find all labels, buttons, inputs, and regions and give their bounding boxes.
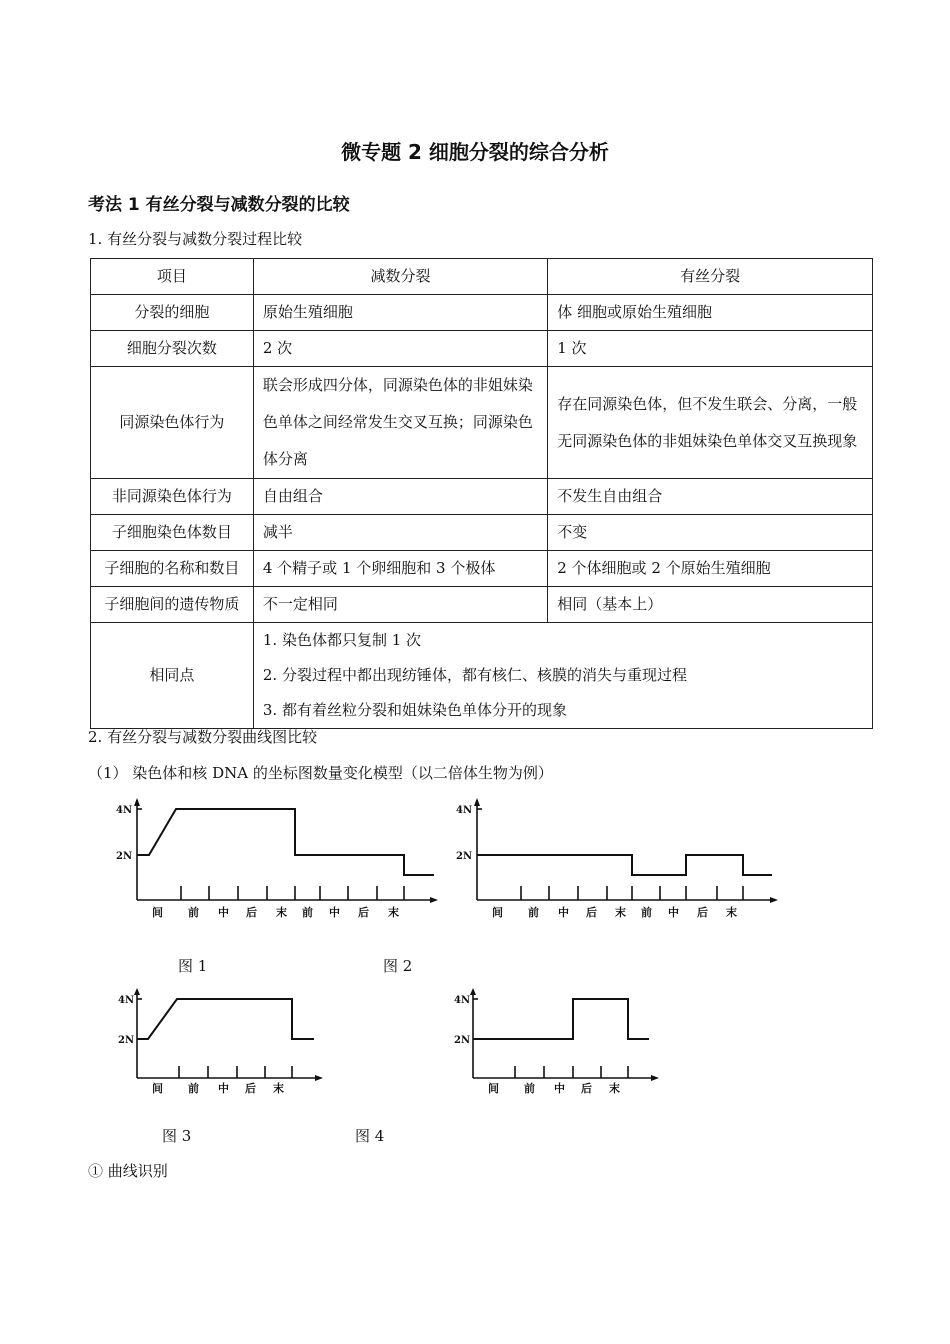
table-row — [91, 295, 873, 331]
table-cell: 4 个精子或 1 个卵细胞和 3 个极体 — [253, 551, 547, 587]
x-tick-label: 末 — [726, 906, 737, 919]
table-cell: 联会形成四分体，同源染色体的非姐妹染色单体之间经常发生交叉互换；同源染色体分离 — [253, 367, 547, 479]
table-row — [91, 551, 873, 587]
table-cell: 子细胞间的遗传物质 — [91, 587, 254, 623]
table-cell: 相同（基本上） — [548, 587, 873, 623]
chart-fig4-svg — [451, 988, 666, 1098]
table-header-row — [91, 259, 873, 295]
y-tick-label: 2N — [118, 1035, 135, 1046]
table-cell: 不一定相同 — [253, 587, 547, 623]
table-cell: 2 个体细胞或 2 个原始生殖细胞 — [548, 551, 873, 587]
x-tick-label: 前 — [524, 1082, 535, 1095]
table-cell: 不发生自由组合 — [548, 479, 873, 515]
chart-fig4 — [451, 988, 666, 1098]
table-cell: 减半 — [253, 515, 547, 551]
x-tick-label: 前 — [188, 906, 199, 919]
x-tick-label: 后 — [358, 906, 369, 919]
x-tick-label: 后 — [581, 1082, 592, 1095]
x-tick-label: 前 — [528, 906, 539, 919]
x-tick-label: 中 — [668, 906, 679, 919]
x-tick-label: 末 — [388, 906, 399, 919]
y-axis-arrow — [470, 988, 476, 995]
table-cell: 分裂的细胞 — [91, 295, 254, 331]
table-cell: 原始生殖细胞 — [253, 295, 547, 331]
x-tick-label: 中 — [329, 906, 340, 919]
x-axis-arrow — [430, 897, 438, 903]
table-cell: 细胞分裂次数 — [91, 331, 254, 367]
figure-caption: 图 4 — [355, 1127, 385, 1145]
x-tick-label: 末 — [273, 1082, 284, 1095]
table-header-cell: 项目 — [91, 259, 254, 295]
table-cell: 2 次 — [253, 331, 547, 367]
table-cell: 子细胞染色体数目 — [91, 515, 254, 551]
x-tick-label: 中 — [218, 1082, 229, 1095]
comparison-table — [90, 258, 873, 729]
table-row — [91, 331, 873, 367]
chart-fig1 — [112, 798, 442, 923]
same-item: 1. 染色体都只复制 1 次 — [262, 631, 422, 649]
x-tick-label: 前 — [188, 1082, 199, 1095]
chart-curve — [137, 999, 314, 1039]
x-tick-label: 后 — [697, 906, 708, 919]
chart-fig3 — [115, 988, 330, 1098]
y-tick-label: 4N — [456, 805, 473, 816]
table-cell: 体 细胞或原始生殖细胞 — [548, 295, 873, 331]
same-item: 3. 都有着丝粒分裂和姐妹染色单体分开的现象 — [262, 701, 567, 719]
table-cell: 1 次 — [548, 331, 873, 367]
table-cell: 非同源染色体行为 — [91, 479, 254, 515]
figure-caption: 图 3 — [162, 1127, 192, 1145]
y-tick-label: 4N — [116, 805, 133, 816]
x-tick-label: 中 — [218, 906, 229, 919]
figure-caption: 图 1 — [178, 957, 208, 975]
chart-curve — [477, 855, 772, 875]
y-tick-label: 2N — [456, 851, 473, 862]
table-row — [91, 587, 873, 623]
curve-identify-heading: ① 曲线识别 — [88, 1162, 168, 1180]
table-cell: 存在同源染色体，但不发生联会、分离，一般无同源染色体的非姐妹染色单体交叉互换现象 — [548, 367, 873, 479]
chart-curve — [137, 809, 434, 875]
chart-fig2 — [452, 798, 782, 923]
chart-fig2-svg — [452, 798, 782, 923]
subheading-2-1: （1） 染色体和核 DNA 的坐标图数量变化模型（以二倍体生物为例） — [88, 764, 553, 782]
subheading-1: 1. 有丝分裂与减数分裂过程比较 — [88, 230, 303, 248]
subheading-2: 2. 有丝分裂与减数分裂曲线图比较 — [88, 728, 318, 746]
table-row-same — [91, 623, 873, 729]
x-tick-label: 间 — [152, 906, 163, 919]
y-tick-label: 2N — [454, 1035, 471, 1046]
y-axis-arrow — [134, 798, 140, 806]
chart-fig1-svg — [112, 798, 442, 923]
x-tick-label: 后 — [246, 906, 257, 919]
x-tick-label: 前 — [302, 906, 313, 919]
y-tick-label: 4N — [454, 995, 471, 1006]
x-tick-label: 末 — [609, 1082, 620, 1095]
figure-caption: 图 2 — [383, 957, 413, 975]
chart-curve — [473, 999, 649, 1039]
x-axis-arrow — [770, 897, 778, 903]
table-cell: 同源染色体行为 — [91, 367, 254, 479]
section-heading: 考法 1 有丝分裂与减数分裂的比较 — [88, 195, 350, 215]
x-tick-label: 间 — [152, 1082, 163, 1095]
x-tick-label: 前 — [641, 906, 652, 919]
same-item: 2. 分裂过程中都出现纺锤体，都有核仁、核膜的消失与重现过程 — [262, 666, 687, 684]
x-tick-label: 后 — [586, 906, 597, 919]
y-tick-label: 2N — [116, 851, 133, 862]
x-axis-arrow — [651, 1075, 659, 1081]
x-tick-label: 间 — [488, 1082, 499, 1095]
table-cell: 不变 — [548, 515, 873, 551]
y-tick-label: 4N — [118, 995, 135, 1006]
table-cell: 相同点 — [91, 623, 254, 729]
table-row — [91, 479, 873, 515]
x-tick-label: 末 — [276, 906, 287, 919]
table-cell: 自由组合 — [253, 479, 547, 515]
table-row — [91, 367, 873, 479]
x-tick-label: 中 — [554, 1082, 565, 1095]
x-tick-label: 末 — [615, 906, 626, 919]
table-row — [91, 515, 873, 551]
y-axis-arrow — [134, 988, 140, 995]
table-header-cell: 有丝分裂 — [548, 259, 873, 295]
x-tick-label: 间 — [492, 906, 503, 919]
chart-fig3-svg — [115, 988, 330, 1098]
x-axis-arrow — [315, 1075, 323, 1081]
table-cell: 子细胞的名称和数目 — [91, 551, 254, 587]
table-header-cell: 减数分裂 — [253, 259, 547, 295]
y-axis-arrow — [474, 798, 480, 806]
x-tick-label: 后 — [245, 1082, 256, 1095]
x-tick-label: 中 — [558, 906, 569, 919]
page-title: 微专题 2 细胞分裂的综合分析 — [341, 140, 609, 164]
table-cell-merged — [253, 623, 872, 729]
